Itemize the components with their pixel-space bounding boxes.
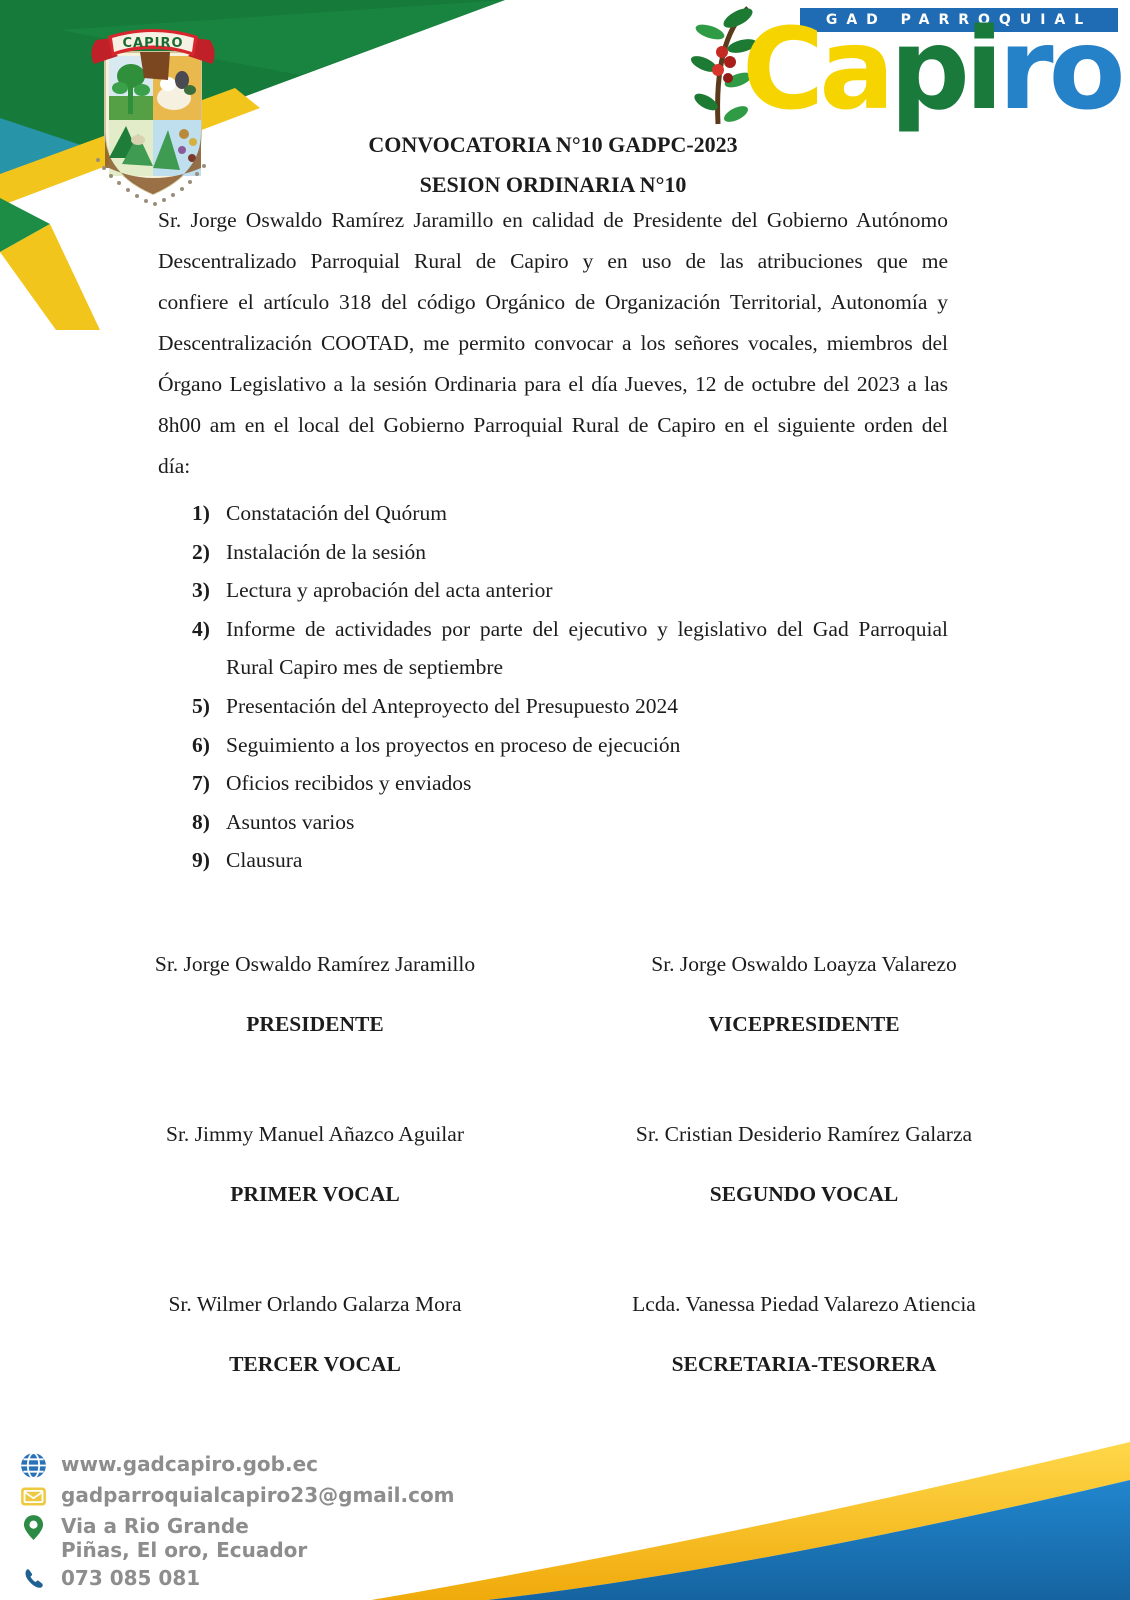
- agenda-number: 5): [192, 693, 210, 718]
- paragraph-line: 8h00 am en el local del Gobierno Parroquial Rural de Capiro en el siguiente orden del: [158, 413, 948, 437]
- phone-text: 073 085 081: [61, 1566, 201, 1590]
- wordmark-letter: o: [1048, 5, 1121, 135]
- agenda-number: 7): [192, 771, 210, 796]
- agenda-number: 3): [192, 578, 210, 603]
- agenda-number: 8): [192, 809, 210, 834]
- agenda-number: 6): [192, 732, 210, 757]
- paragraph-line: día:: [158, 454, 191, 478]
- agenda-text: Lectura y aprobación del acta anterior: [226, 578, 553, 603]
- agenda-item: [192, 803, 948, 842]
- signature-name: Sr. Cristian Desiderio Ramírez Galarza: [635, 1122, 973, 1146]
- website-row: [20, 1452, 540, 1479]
- signature-title: VICEPRESIDENTE: [708, 1012, 900, 1036]
- doc-title: CONVOCATORIA N°10 GADPC-2023: [368, 132, 738, 157]
- signature-title-row: [0, 1182, 1130, 1212]
- agenda-item: [192, 841, 948, 880]
- paragraph-line: Descentralizado Parroquial Rural de Capiro y en uso de las atribuciones que me: [158, 249, 948, 273]
- signature-name: Sr. Wilmer Orlando Galarza Mora: [168, 1292, 462, 1316]
- agenda-text: Clausura: [226, 848, 303, 873]
- address-line-1: Via a Rio Grande: [61, 1514, 249, 1538]
- gad-parroquial-bar: GAD PARROQUIAL: [800, 8, 1118, 32]
- paragraph-line: Sr. Jorge Oswaldo Ramírez Jaramillo en calidad de Presidente del Gobierno Autónomo: [158, 208, 948, 232]
- agenda-item: [192, 494, 948, 533]
- wordmark-letter: a: [819, 5, 890, 135]
- agenda-number: 4): [192, 616, 210, 641]
- address-line-2: Piñas, El oro, Ecuador: [61, 1538, 308, 1562]
- signature-title: SECRETARIA-TESORERA: [671, 1352, 937, 1376]
- agenda-item: [192, 610, 948, 687]
- email-icon: [20, 1483, 47, 1510]
- signature-title: SEGUNDO VOCAL: [709, 1182, 899, 1206]
- signature-title: TERCER VOCAL: [229, 1352, 401, 1376]
- footer-contact-block: [20, 1452, 540, 1597]
- doc-subtitle: SESION ORDINARIA N°10: [419, 172, 687, 197]
- agenda-text: Informe de actividades por parte del ejecutivo y legislativo del Gad Parroquial Rural Capiro mes de septiembre: [226, 616, 948, 680]
- agenda-item: [192, 726, 948, 765]
- globe-icon: [20, 1452, 47, 1479]
- signature-name-row: [0, 952, 1130, 982]
- signature-name-row: [0, 1122, 1130, 1152]
- wordmark-letter: i: [964, 5, 999, 135]
- signature-title-row: [0, 1352, 1130, 1382]
- email-text: gadparroquialcapiro23@gmail.com: [61, 1483, 455, 1507]
- website-text: www.gadcapiro.gob.ec: [61, 1452, 318, 1476]
- agenda-item: [192, 571, 948, 610]
- agenda-text: Asuntos varios: [226, 809, 355, 834]
- signature-name: Sr. Jorge Oswaldo Ramírez Jaramillo: [154, 952, 476, 976]
- agenda-list: [192, 494, 948, 880]
- agenda-number: 2): [192, 539, 210, 564]
- signature-name: Lcda. Vanessa Piedad Valarezo Atiencia: [632, 1292, 976, 1316]
- agenda-text: Seguimiento a los proyectos en proceso de ejecución: [226, 732, 681, 757]
- agenda-number: 1): [192, 501, 210, 525]
- capiro-banner-text: CAPIRO: [122, 36, 184, 51]
- signature-name-row: [0, 1292, 1130, 1322]
- paragraph-line: confiere el artículo 318 del código Orgánico de Organización Territorial, Autonomía y: [158, 290, 948, 314]
- signature-title: PRESIDENTE: [246, 1012, 384, 1036]
- agenda-number: 9): [192, 848, 210, 873]
- capiro-wordmark: [742, 5, 1121, 144]
- agenda-text: Instalación de la sesión: [226, 539, 427, 564]
- phone-icon: [20, 1566, 47, 1593]
- wordmark-letter: r: [998, 5, 1049, 135]
- agenda-item: [192, 533, 948, 572]
- signature-name: Sr. Jorge Oswaldo Loayza Valarezo: [651, 952, 957, 976]
- email-row: [20, 1483, 540, 1510]
- agenda-item: [192, 687, 948, 726]
- paragraph-line: Órgano Legislativo a la sesión Ordinaria para el día Jueves, 12 de octubre del 2023 a las: [158, 372, 948, 396]
- phone-row: [20, 1566, 540, 1593]
- signature-title: PRIMER VOCAL: [230, 1182, 400, 1206]
- agenda-text: Oficios recibidos y enviados: [226, 771, 472, 796]
- agenda-item: [192, 764, 948, 803]
- paragraph-line: Descentralización COOTAD, me permito convocar a los señores vocales, miembros del: [158, 331, 948, 355]
- agenda-text: Constatación del Quórum: [226, 501, 447, 525]
- signature-title-row: [0, 1012, 1130, 1042]
- location-pin-icon: [20, 1514, 47, 1541]
- body-paragraph: [158, 200, 948, 487]
- wordmark-letter: C: [742, 5, 820, 135]
- agenda-text: Presentación del Anteproyecto del Presupuesto 2024: [226, 693, 678, 718]
- address-row: [20, 1514, 540, 1562]
- signature-name: Sr. Jimmy Manuel Añazco Aguilar: [166, 1122, 464, 1146]
- wordmark-letter: p: [889, 5, 965, 135]
